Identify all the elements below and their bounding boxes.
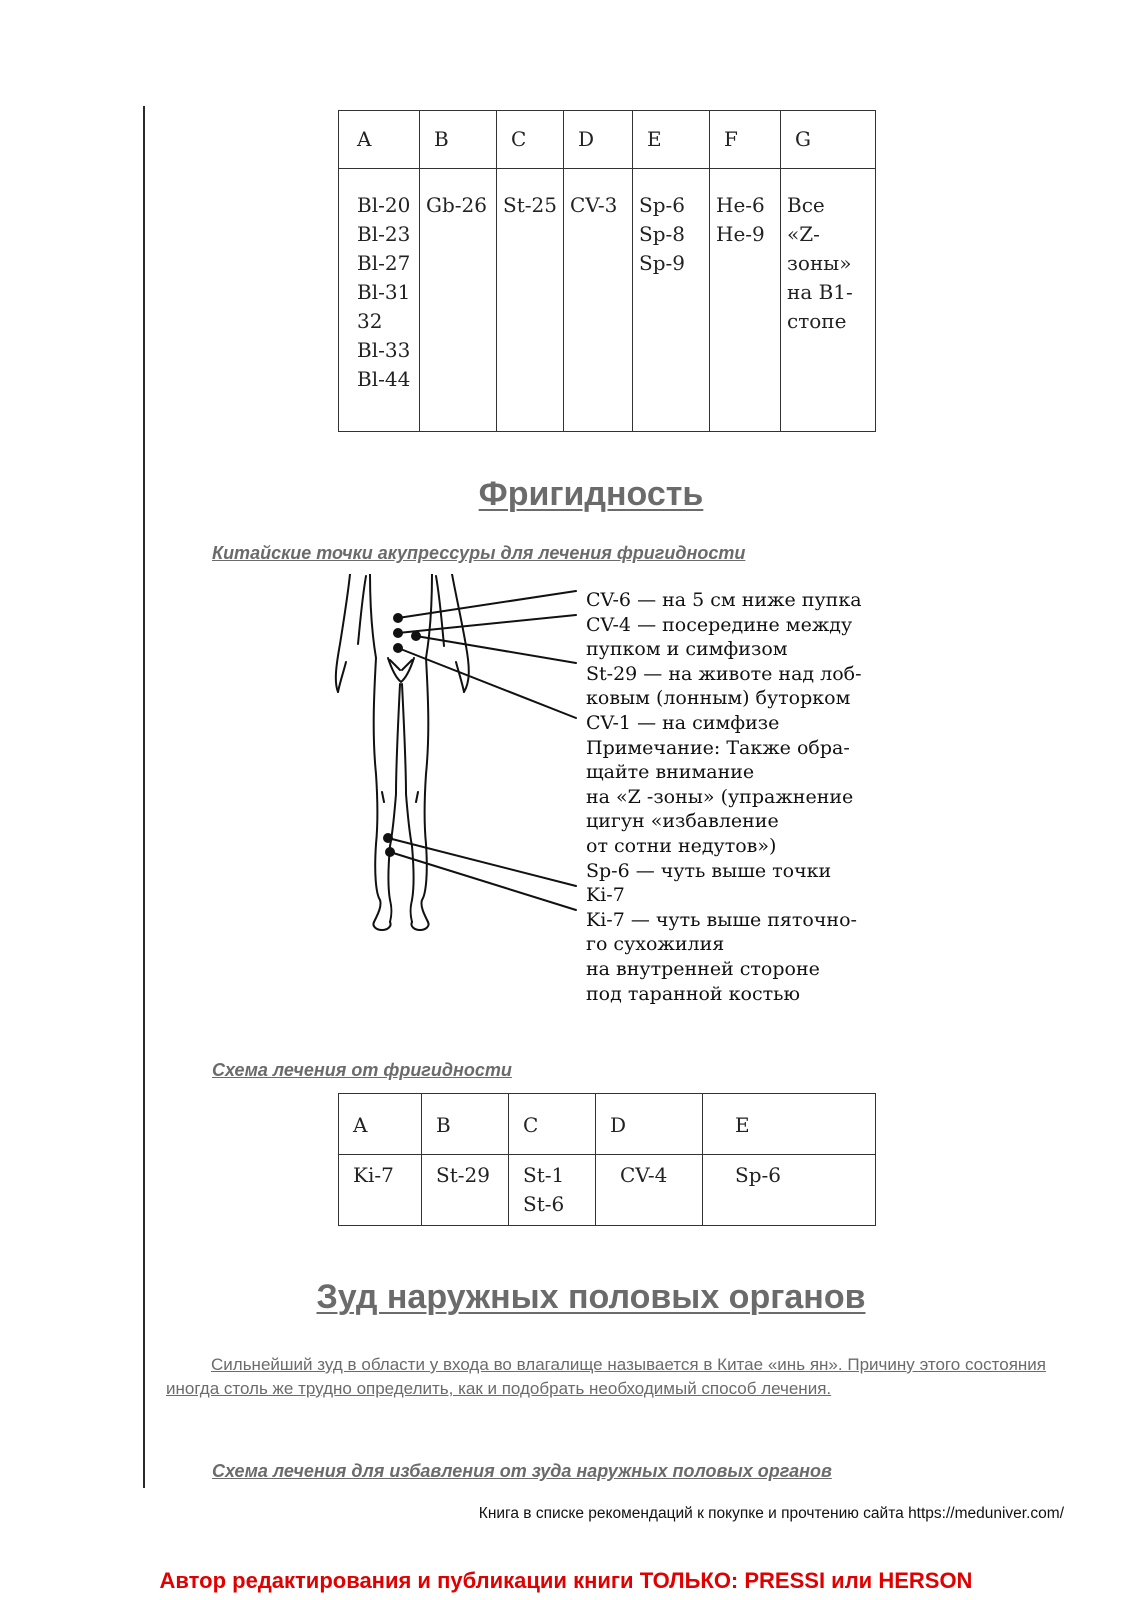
acupressure-points (383, 613, 421, 857)
cell-line: Bl-44 (357, 367, 411, 391)
figure-label: CV-1 — на симфизе (586, 711, 780, 734)
figure-label: CV-4 — посередине между (586, 613, 853, 636)
cell-line: зоны» (787, 251, 852, 275)
figure-label: Ki-7 (586, 884, 625, 907)
table-cell (703, 1155, 876, 1226)
cell-line: на В1- (787, 280, 853, 304)
cell-line: St-1 (523, 1163, 565, 1187)
figure-label: St-29 — на животе над лоб- (586, 662, 862, 685)
table-cell (564, 169, 633, 432)
points-table-frigidity (338, 1093, 876, 1226)
cell-line: Sp-9 (639, 251, 685, 275)
points-table-top (338, 110, 876, 432)
section-title-itch: Зуд наружных половых органов (316, 1278, 866, 1316)
footer-note: Книга в списке рекомендаций к покупке и прочтению сайта https://meduniver.com/ (478, 1505, 1064, 1522)
cell-line: Все (787, 193, 825, 217)
scheme-caption-itch: Схема лечения для избавления от зуда наружных половых органов (212, 1461, 832, 1481)
table-header-cell: F (710, 111, 781, 169)
table-header-cell: C (497, 111, 564, 169)
table-cell (339, 169, 420, 432)
cell-line: стопе (787, 309, 847, 333)
table-header-cell: C (509, 1094, 596, 1155)
figure-label: Sp-6 — чуть выше точки (586, 859, 832, 882)
body-paragraph: Сильнейший зуд в области у входа во влагалище называется в Китае «инь ян». Причину этого состояния иногда столь же трудно определить, как и подобрать необходимый способ лечения. (166, 1355, 1046, 1398)
table-row (339, 169, 876, 432)
table-header-cell: E (633, 111, 710, 169)
table-header-row (339, 111, 876, 169)
figure-label: под таранной костью (586, 982, 800, 1005)
cell-line: Sp-8 (639, 222, 685, 246)
figure-label: от сотни недутов») (586, 834, 777, 857)
table-header-cell: B (420, 111, 497, 169)
cell-line: He-6 (716, 193, 765, 217)
cell-line: CV-4 (620, 1163, 668, 1187)
table-cell (509, 1155, 596, 1226)
cell-line: St-29 (436, 1163, 490, 1187)
table-header-cell: E (703, 1094, 876, 1155)
cell-line: Sp-6 (735, 1163, 781, 1187)
figure-label: Примечание: Также обра- (586, 736, 850, 759)
cell-line: St-25 (503, 193, 557, 217)
table-cell (633, 169, 710, 432)
table-cell (420, 169, 497, 432)
cell-line: CV-3 (570, 193, 618, 217)
table-cell (710, 169, 781, 432)
cell-line: St-6 (523, 1192, 565, 1216)
table-header-cell: G (781, 111, 876, 169)
author-notice: Автор редактирования и публикации книги ТОЛЬКО: PRESSI или HERSON (159, 1568, 973, 1593)
figure-label: на внутренней стороне (586, 957, 820, 980)
cell-line: He-9 (716, 222, 765, 246)
cell-line: «Z- (787, 222, 820, 246)
cell-line: Bl-23 (357, 222, 411, 246)
table-header-cell: B (422, 1094, 509, 1155)
cell-line: 32 (357, 309, 383, 333)
cell-line: Bl-27 (357, 251, 411, 275)
figure-label: на «Z -зоны» (упражнение (586, 785, 854, 808)
acupressure-figure (330, 574, 890, 1024)
cell-line: Ki-7 (353, 1163, 394, 1187)
table-header-cell: A (339, 111, 420, 169)
figure-caption: Китайские точки акупрессуры для лечения фригидности (212, 543, 746, 563)
figure-label: го сухожилия (586, 933, 725, 956)
cell-line: Bl-20 (357, 193, 411, 217)
table-header-row (339, 1094, 876, 1155)
table-cell (422, 1155, 509, 1226)
figure-label: CV-6 — на 5 см ниже пупка (586, 589, 862, 611)
table-header-cell: D (564, 111, 633, 169)
cell-line: Gb-26 (426, 193, 487, 217)
figure-label: ковым (лонным) буторком (586, 687, 851, 710)
figure-labels (586, 588, 862, 1006)
cell-line: Bl-33 (357, 338, 411, 362)
figure-label: цигун «избавление (586, 810, 779, 833)
cell-line: Bl-31 (357, 280, 411, 304)
figure-label: Ki-7 — чуть выше пяточно- (586, 908, 857, 931)
table-cell (596, 1155, 703, 1226)
figure-label: щайте внимание (586, 761, 755, 784)
table-cell (497, 169, 564, 432)
cell-line: Sp-6 (639, 193, 685, 217)
table-cell (339, 1155, 422, 1226)
section-title-frigidity: Фригидность (478, 475, 704, 513)
table-header-cell: D (596, 1094, 703, 1155)
figure-label: пупком и симфизом (586, 638, 788, 661)
table-row (339, 1155, 876, 1226)
table-header-cell: A (339, 1094, 422, 1155)
scheme-caption-frigidity: Схема лечения от фригидности (212, 1060, 512, 1080)
table-cell (781, 169, 876, 432)
